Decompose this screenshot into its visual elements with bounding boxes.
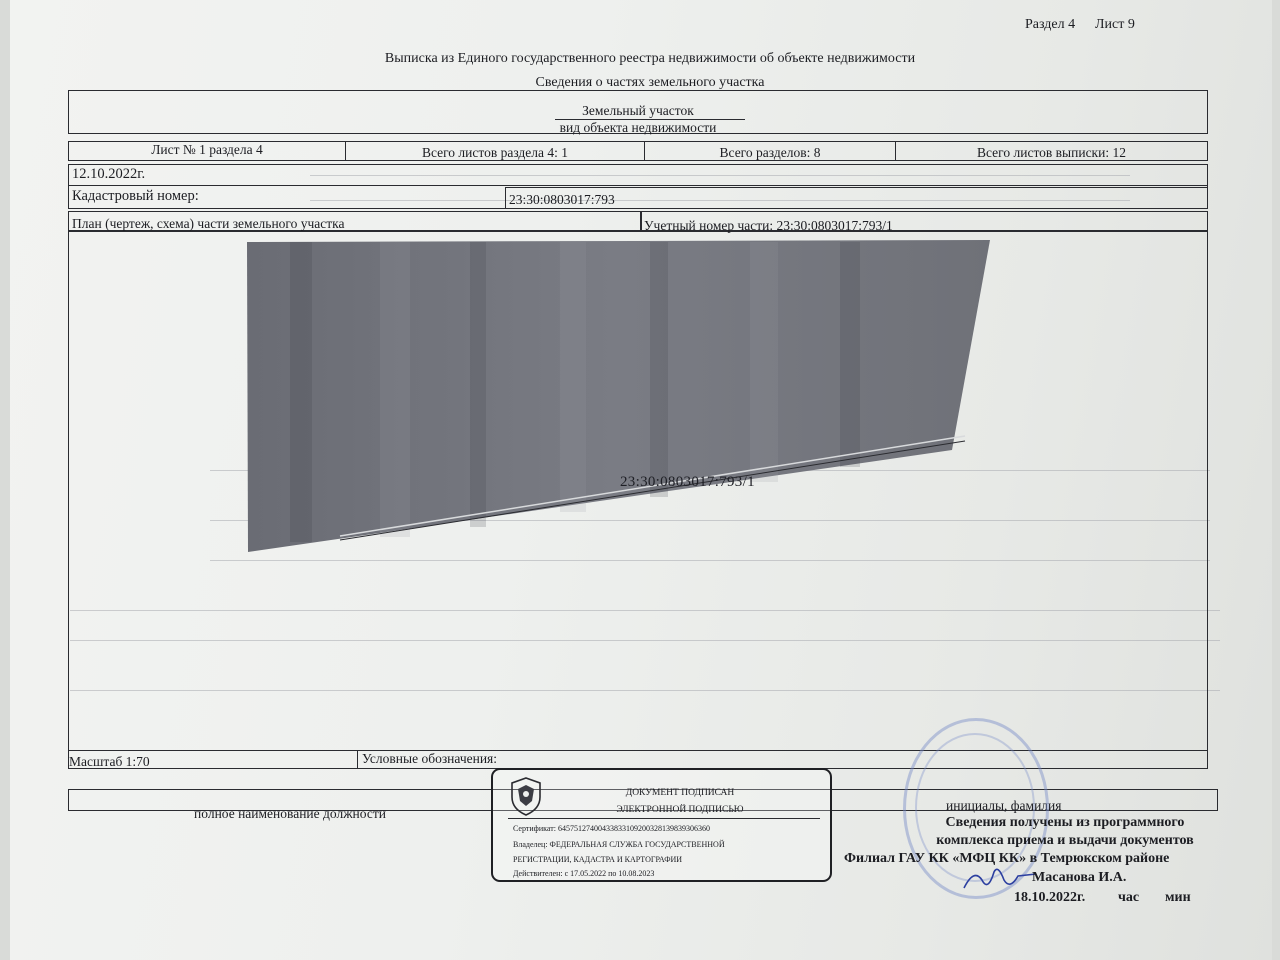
e-signature-line2: ЭЛЕКТРОННОЙ ПОДПИСЬЮ bbox=[616, 805, 744, 815]
document-page bbox=[10, 0, 1272, 960]
mfc-stamp-date: 18.10.2022г. bbox=[1014, 890, 1086, 905]
e-signature-certificate: Сертификат: 6457512740043383310920032813983930636​0 bbox=[513, 824, 710, 833]
mfc-stamp-line3: Филиал ГАУ КК «МФЦ КК» в Темрюкском районе bbox=[844, 851, 1170, 866]
total-sheets-section: Всего листов раздела 4: 1 bbox=[421, 145, 569, 160]
position-caption: полное наименование должности bbox=[194, 806, 386, 821]
total-sheets-extract: Всего листов выписки: 12 bbox=[977, 145, 1126, 160]
mfc-stamp-line2: комплекса приема и выдачи документов bbox=[936, 833, 1194, 848]
extract-date: 12.10.2022г. bbox=[72, 166, 146, 182]
object-type-caption: вид объекта недвижимости bbox=[559, 120, 717, 135]
e-signature-owner-line2: РЕГИСТРАЦИИ, КАДАСТРА И КАРТОГРАФИИ bbox=[513, 855, 683, 864]
document-title: Выписка из Единого государственного реестра недвижимости об объекте недвижимости bbox=[384, 51, 916, 66]
sheet-label: Лист 9 bbox=[1095, 17, 1135, 32]
object-name: Земельный участок bbox=[582, 103, 694, 118]
mfc-officer-name: Масанова И.А. bbox=[1032, 870, 1127, 885]
parcel-part-area bbox=[247, 240, 990, 552]
e-signature-line1: ДОКУМЕНТ ПОДПИСАН bbox=[625, 788, 735, 798]
e-signature-owner-line1: Владелец: ФЕДЕРАЛЬНАЯ СЛУЖБА ГОСУДАРСТВЕННОЙ bbox=[513, 840, 725, 849]
sheet-number: Лист № 1 раздела 4 bbox=[151, 142, 263, 157]
mfc-stamp-hour: час bbox=[1118, 890, 1140, 905]
mfc-stamp-minute: мин bbox=[1165, 890, 1191, 905]
plan-label: План (чертеж, схема) части земельного участка bbox=[72, 216, 345, 231]
cadastral-label: Кадастровый номер: bbox=[72, 188, 199, 204]
cadastral-value: 23:30:0803017:793 bbox=[509, 192, 615, 207]
plan-header-separator bbox=[640, 211, 642, 231]
parcel-part-label: 23:30:0803017:793/1 bbox=[620, 474, 755, 490]
scale-label: Масштаб 1:70 bbox=[69, 754, 150, 769]
name-caption: инициалы, фамилия bbox=[946, 798, 1062, 813]
parcel-plan-drawing bbox=[230, 236, 1010, 566]
legend-label: Условные обозначения: bbox=[362, 751, 498, 766]
total-sections: Всего разделов: 8 bbox=[719, 145, 821, 160]
section-label: Раздел 4 bbox=[1025, 17, 1076, 32]
part-number-label: Учетный номер части: 23:30:0803017:793/1 bbox=[644, 218, 893, 233]
state-emblem-icon bbox=[507, 775, 545, 817]
date-cell bbox=[68, 164, 1208, 186]
e-signature-validity: Действителен: с 17.05.2022 по 10.08.2023 bbox=[513, 869, 655, 878]
e-signature-divider bbox=[508, 818, 820, 819]
document-subtitle: Сведения о частях земельного участка bbox=[535, 75, 765, 90]
mfc-stamp-line1: Сведения получены из программного bbox=[945, 815, 1185, 830]
